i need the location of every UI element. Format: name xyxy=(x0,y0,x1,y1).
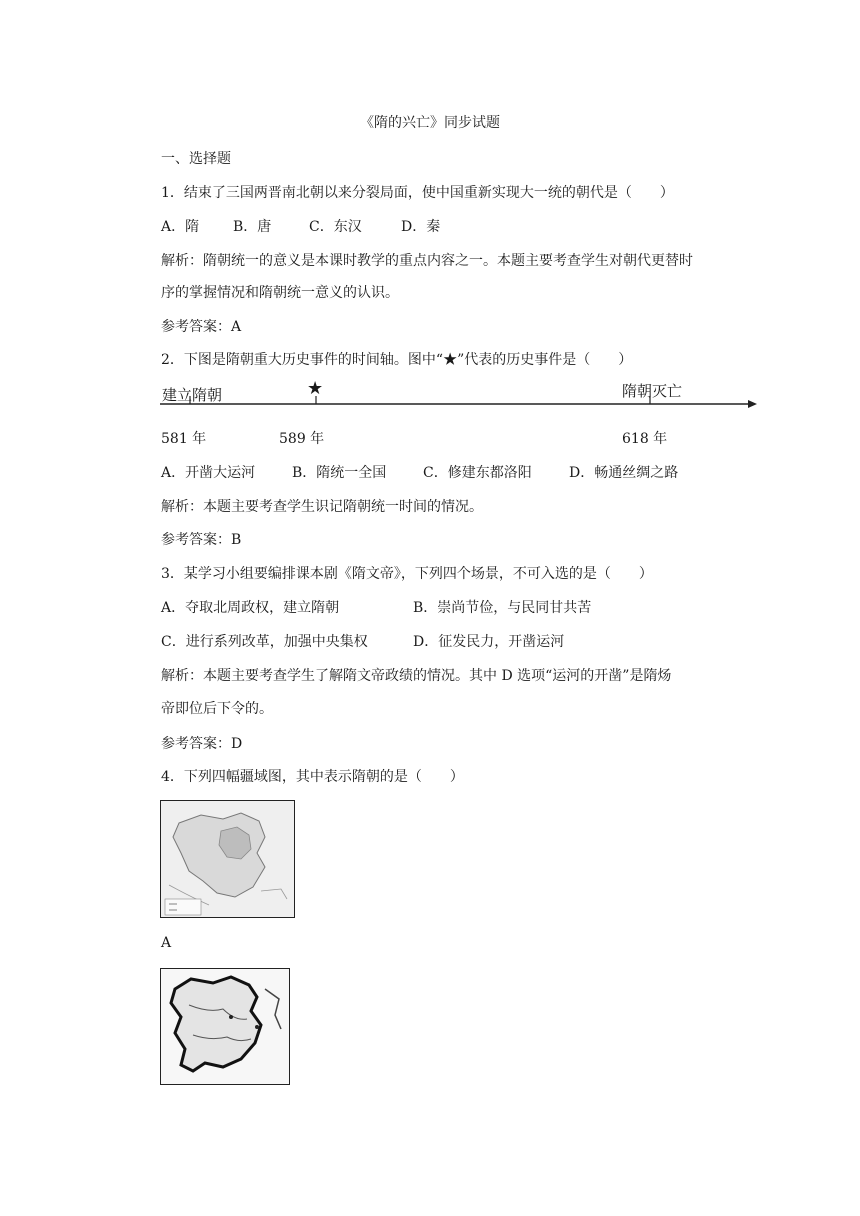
option-c: C．东汉 xyxy=(309,219,362,235)
territory-map-b xyxy=(160,968,290,1085)
option-b: B．唐 xyxy=(233,219,272,235)
question-2-analysis: 解析：本题主要考查学生识记隋朝统一时间的情况。 xyxy=(161,499,483,515)
option-d: D．畅通丝绸之路 xyxy=(569,465,679,481)
question-4-stem: 4．下列四幅疆域图，其中表示隋朝的是（ ） xyxy=(161,769,464,785)
question-2-stem: 2．下图是隋朝重大历史事件的时间轴。图中“★”代表的历史事件是（ ） xyxy=(161,352,633,368)
question-2-options xyxy=(161,462,678,482)
option-c: C．修建东都洛阳 xyxy=(423,465,532,481)
question-1-answer: 参考答案：A xyxy=(161,319,242,335)
question-3-options-row1 xyxy=(161,597,591,617)
territory-map-a xyxy=(160,800,295,918)
question-3-analysis-cont: 帝即位后下令的。 xyxy=(161,701,273,717)
question-1-analysis: 解析：隋朝统一的意义是本课时教学的重点内容之一。本题主要考查学生对朝代更替时 xyxy=(161,253,693,269)
section-heading: 一、选择题 xyxy=(161,151,231,167)
option-c: C．进行系列改革，加强中央集权 xyxy=(161,634,368,650)
question-1-options xyxy=(161,216,440,236)
map-a-label: A xyxy=(161,935,172,951)
year-581: 581 年 xyxy=(161,431,207,447)
timeline-label-end: 隋朝灭亡 xyxy=(622,382,683,400)
option-a: A．隋 xyxy=(161,219,200,235)
map-a-image xyxy=(161,801,294,917)
option-a: A．开凿大运河 xyxy=(161,465,256,481)
option-b: B．隋统一全国 xyxy=(292,465,387,481)
page-title: 《隋的兴亡》同步试题 xyxy=(360,115,500,131)
year-618: 618 年 xyxy=(622,431,668,447)
question-3-answer: 参考答案：D xyxy=(161,736,243,752)
option-a: A．夺取北周政权，建立隋朝 xyxy=(161,600,340,616)
question-3-analysis: 解析：本题主要考查学生了解隋文帝政绩的情况。其中 D 选项“运河的开凿”是隋炀 xyxy=(161,668,672,684)
option-b: B．崇尚节俭，与民同甘共苦 xyxy=(413,600,592,616)
year-589: 589 年 xyxy=(279,431,325,447)
timeline-diagram xyxy=(160,380,760,420)
timeline-label-start: 建立隋朝 xyxy=(162,386,223,404)
option-d: D．秦 xyxy=(401,219,441,235)
question-3-stem: 3．某学习小组要编排课本剧《隋文帝》，下列四个场景，不可入选的是（ ） xyxy=(161,566,653,582)
question-2-answer: 参考答案：B xyxy=(161,532,242,548)
map-b-image xyxy=(161,969,289,1084)
option-d: D．征发民力，开凿运河 xyxy=(413,634,565,650)
question-1-analysis-cont: 序的掌握情况和隋朝统一意义的认识。 xyxy=(161,285,399,301)
question-3-options-row2 xyxy=(161,631,564,651)
question-1-stem: 1．结束了三国两晋南北朝以来分裂局面，使中国重新实现大一统的朝代是（ ） xyxy=(161,185,674,201)
star-icon: ★ xyxy=(307,378,324,399)
